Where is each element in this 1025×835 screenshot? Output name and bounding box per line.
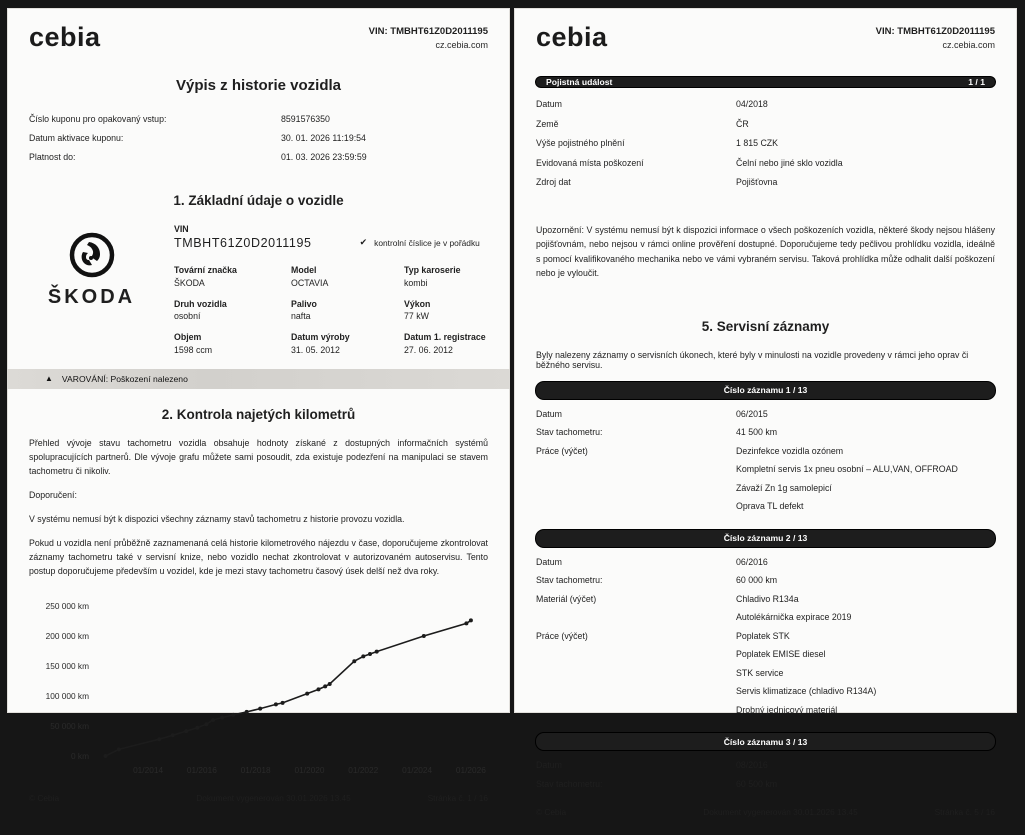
insurance-row — [536, 177, 995, 187]
field-label: Číslo kuponu pro opakovaný vstup: — [29, 114, 167, 124]
field-label: Palivo — [291, 298, 317, 309]
document-title: Výpis z historie vozidla — [175, 77, 342, 94]
paragraph: Pokud u vozidla není průběžně zaznamenaná celá historie kilometrového nájezdu v čase, doporučujeme zkontrolovat záznamy tachometru také v servisní knize, nebo vozidlo nechat zkontrolovat v autorizovaném autoservisu. Tento postup doporučujeme především u vozidel, kde je mezi stavy tachometru časový úsek delší než dva roky. — [29, 537, 488, 576]
header-site-url: cz.cebia.com — [942, 39, 995, 50]
odometer-point — [220, 716, 224, 720]
field-value: ŠKODA — [174, 277, 205, 288]
paragraph: Přehled vývoje stavu tachometru vozidla obsahuje hodnoty získané z dostupných informačních systémů spolupracujících partnerů. Dle vývoje grafu můžete sami posoudit, zda existuje podezření na manipulaci se stavem tachometru či nikoliv. — [29, 437, 488, 476]
field-values — [736, 446, 995, 520]
vehicle-field — [291, 332, 404, 355]
odometer-point — [464, 621, 468, 625]
field-value: Poplatek STK — [736, 630, 790, 641]
record-row — [536, 594, 995, 631]
field-label: Země — [536, 118, 559, 129]
field-value: 1 815 CZK — [736, 138, 779, 148]
vehicle-field — [404, 299, 488, 322]
x-axis-tick: 01/2014 — [133, 765, 164, 775]
field-value: 06/2015 — [736, 408, 768, 419]
vin-check-text: kontrolní číslice je v pořádku — [374, 237, 480, 248]
cebia-logo: cebia — [29, 22, 101, 52]
paragraph: Doporučení: — [29, 489, 77, 500]
field-value: Oprava TL defekt — [736, 501, 804, 511]
odometer-point — [117, 747, 121, 751]
field-values — [736, 409, 995, 428]
field-value: Závaží Zn 1g samolepicí — [736, 482, 832, 493]
x-axis-tick: 01/2024 — [402, 765, 433, 775]
field-value: 06/2016 — [736, 556, 768, 567]
vehicle-fields-grid — [174, 265, 488, 355]
record-header-bar — [536, 382, 995, 399]
field-value: STK service — [736, 667, 784, 678]
mileage-chart — [19, 590, 488, 793]
field-label: Stav tachometru: — [536, 575, 603, 585]
y-axis-tick: 200 000 km — [45, 631, 89, 641]
odometer-point — [317, 687, 321, 691]
field-value: kombi — [404, 277, 428, 288]
odometer-point — [171, 733, 175, 737]
record-header-bar — [536, 733, 995, 750]
record-row — [536, 779, 995, 798]
coupon-row — [29, 133, 488, 143]
field-value: 30. 01. 2026 11:19:54 — [281, 133, 366, 143]
coupon-info — [29, 114, 488, 171]
paragraph: V systému nemusí být k dispozici všechny záznamy stavů tachometru z historie provozu vozidla. — [29, 513, 405, 524]
odometer-point — [375, 650, 379, 654]
page2-footer — [536, 807, 995, 835]
field-label: Práce (výčet) — [536, 630, 588, 641]
record-header-label: Číslo záznamu 1 / 13 — [723, 385, 808, 395]
field-label: Tovární značka — [174, 265, 237, 275]
report-page-1 — [7, 8, 510, 803]
field-value: 60 500 km — [736, 778, 778, 789]
y-axis-tick: 250 000 km — [45, 601, 89, 611]
service-records — [536, 382, 995, 808]
field-label: Datum výroby — [291, 332, 350, 342]
warning-triangle-icon: ▲ — [45, 373, 53, 383]
y-axis-tick: 100 000 km — [45, 691, 89, 701]
vehicle-info-block — [29, 224, 488, 355]
record-header-label: Číslo záznamu 2 / 13 — [723, 533, 808, 543]
odometer-point — [245, 710, 249, 714]
coupon-row — [29, 114, 488, 124]
x-axis-tick: 01/2018 — [240, 765, 271, 775]
record-row — [536, 631, 995, 724]
odometer-point — [204, 722, 208, 726]
record-row — [536, 557, 995, 576]
field-label: Materiál (výčet) — [536, 593, 597, 604]
record-header-label: Číslo záznamu 3 / 13 — [723, 736, 808, 747]
odometer-point — [184, 729, 188, 733]
field-label: Výše pojistného plnění — [536, 138, 625, 148]
x-axis-tick: 01/2022 — [348, 765, 379, 775]
insurance-rows — [536, 99, 995, 197]
insurance-bar-index: 1 / 1 — [968, 77, 985, 87]
warning-text: VAROVÁNÍ: Poškození nalezeno — [61, 373, 188, 384]
field-label: Datum — [536, 556, 562, 567]
vin-check — [360, 237, 480, 250]
field-value: Dezinfekce vozidla ozónem — [736, 445, 844, 456]
vin-block — [174, 224, 312, 250]
field-value: 77 kW — [404, 311, 429, 321]
x-axis-tick: 01/2020 — [294, 765, 325, 775]
field-label: Stav tachometru: — [536, 427, 603, 437]
field-label: Datum aktivace kuponu: — [29, 133, 124, 143]
mileage-paragraphs — [29, 436, 488, 589]
field-value: osobní — [174, 311, 201, 321]
field-label: Objem — [174, 332, 202, 342]
footer-page-number: Stránka č. 1 / 16 — [427, 793, 488, 803]
odometer-line — [106, 620, 471, 756]
section1-title: 1. Základní údaje o vozidle — [173, 193, 344, 208]
insurance-row — [536, 138, 995, 148]
field-value: 41 500 km — [736, 427, 778, 437]
header-vin: VIN: TMBHT61Z0D2011195 — [875, 26, 995, 37]
field-value: 01. 03. 2026 23:59:59 — [281, 152, 367, 162]
field-value: 31. 05. 2012 — [291, 344, 340, 355]
page2-header — [536, 8, 995, 51]
field-value: 08/2016 — [736, 760, 768, 770]
skoda-emblem-icon — [69, 232, 115, 278]
field-value: OCTAVIA — [291, 277, 329, 288]
insurance-bar-title: Pojistná událost — [546, 77, 613, 87]
footer-copyright: © Cebia — [536, 807, 567, 817]
y-axis-tick: 150 000 km — [45, 661, 89, 671]
field-value: Autolékárnička expirace 2019 — [736, 612, 852, 622]
odometer-point — [274, 702, 278, 706]
field-label: Výkon — [404, 298, 431, 309]
odometer-point — [281, 701, 285, 705]
section5-title: 5. Servisní záznamy — [701, 318, 830, 334]
service-record — [536, 530, 995, 724]
field-values — [736, 594, 995, 631]
page1-header — [29, 8, 488, 51]
field-label: Datum — [536, 760, 562, 770]
odometer-point — [469, 618, 473, 622]
y-axis-tick: 0 km — [71, 751, 89, 761]
field-value: Drobný jednicový materiál — [736, 704, 838, 715]
vehicle-field — [404, 265, 488, 288]
report-page-2 — [514, 8, 1017, 817]
x-axis-tick: 01/2016 — [186, 765, 217, 775]
section2-title: 2. Kontrola najetých kilometrů — [161, 406, 356, 422]
field-values — [736, 575, 995, 594]
page1-footer — [29, 793, 488, 821]
skoda-logo — [29, 224, 154, 355]
header-vin: VIN: TMBHT61Z0D2011195 — [368, 26, 488, 37]
footer-generated: Dokument vygenerován 30.01.2026 13.45 — [196, 793, 351, 803]
service-record — [536, 382, 995, 520]
vin-row — [174, 224, 488, 250]
field-value: 04/2018 — [736, 99, 768, 109]
field-value: 1598 ccm — [174, 344, 213, 355]
record-row — [536, 575, 995, 594]
coupon-row — [29, 152, 488, 162]
page1-header-right — [369, 24, 488, 51]
field-value: ČR — [736, 118, 749, 129]
field-values — [736, 427, 995, 446]
x-axis-tick: 01/2026 — [455, 765, 486, 775]
insurance-row — [536, 99, 995, 109]
check-icon: ✔ — [359, 237, 368, 247]
footer-generated: Dokument vygenerován 30.01.2026 13.45 — [703, 807, 858, 817]
field-values — [736, 631, 995, 724]
record-row — [536, 427, 995, 446]
skoda-wordmark: ŠKODA — [47, 286, 136, 308]
service-record — [536, 733, 995, 797]
odometer-point — [305, 692, 309, 696]
field-value: Kompletní servis 1x pneu osobní – ALU,VAN, OFFROAD — [736, 464, 958, 474]
insurance-row — [536, 158, 995, 168]
field-value: Poplatek EMISE diesel — [736, 649, 826, 659]
field-label: Datum — [536, 408, 562, 419]
field-label: Stav tachometru: — [536, 778, 603, 789]
odometer-point — [368, 652, 372, 656]
vin-label: VIN — [174, 224, 189, 234]
field-label: Práce (výčet) — [536, 445, 588, 456]
field-label: Evidovaná místa poškození — [536, 157, 644, 168]
field-label: Platnost do: — [29, 152, 76, 162]
odometer-point — [328, 682, 332, 686]
field-value: Čelní nebo jiné sklo vozidla — [736, 157, 843, 168]
field-value: 27. 06. 2012 — [404, 344, 453, 355]
vehicle-field — [291, 265, 404, 288]
vehicle-field — [174, 332, 291, 355]
field-label: Typ karoserie — [404, 265, 461, 275]
damage-warning-banner — [7, 369, 510, 389]
field-values — [736, 779, 995, 798]
odometer-point — [211, 718, 215, 722]
field-values — [736, 557, 995, 576]
record-header-bar — [536, 530, 995, 547]
odometer-point — [258, 707, 262, 711]
field-value: 60 000 km — [736, 575, 778, 585]
field-value: nafta — [291, 311, 311, 321]
odometer-point — [231, 713, 235, 717]
cebia-logo: cebia — [536, 22, 608, 52]
vehicle-field — [291, 299, 404, 322]
field-value: Servis klimatizace (chladivo R134A) — [736, 686, 877, 696]
record-row — [536, 760, 995, 779]
header-site-url: cz.cebia.com — [435, 39, 488, 50]
section5-intro: Byly nalezeny záznamy o servisních úkonech, které byly v minulosti na vozidle provedeny v rámci jeho oprav či běžného servisu. — [536, 349, 969, 370]
footer-copyright: © Cebia — [29, 793, 60, 803]
record-row — [536, 409, 995, 428]
vehicle-field — [404, 332, 488, 355]
page2-header-right — [876, 24, 995, 51]
vin-value: TMBHT61Z0D2011195 — [174, 236, 312, 250]
odometer-point — [195, 726, 199, 730]
odometer-point — [157, 737, 161, 741]
field-label: Model — [291, 265, 317, 275]
odometer-point — [422, 634, 426, 638]
field-label: Datum 1. registrace — [404, 332, 486, 342]
odometer-point — [352, 659, 356, 663]
odometer-point — [104, 754, 108, 758]
footer-page-number: Stránka č. 5 / 16 — [934, 807, 995, 817]
odometer-point — [361, 654, 365, 658]
field-values — [736, 760, 995, 779]
field-value: Chladivo R134a — [736, 593, 799, 604]
insurance-row — [536, 119, 995, 129]
mileage-chart-svg — [19, 590, 505, 788]
record-row — [536, 446, 995, 520]
insurance-notice: Upozornění: V systému nemusí být k dispozici informace o všech poškozeních vozidla, některé škody nejsou hlášeny pojišťovnám, nebo nejsou v rámci online prověření dostupné. Doporučujeme tedy pečlivou prohlídku vozidla, ideálně s pomocí kvalifikovaného mechanika nebo ve vámi vybraném servisu. Taková prohlídka může odhalit další poškození nebo je vyloučit. — [536, 224, 995, 278]
vehicle-field — [174, 299, 291, 322]
field-label: Druh vozidla — [174, 298, 227, 309]
insurance-event-bar — [536, 77, 995, 87]
vehicle-field — [174, 265, 291, 288]
field-label: Zdroj dat — [536, 177, 571, 187]
field-label: Datum — [536, 99, 562, 109]
vehicle-data — [154, 224, 488, 355]
y-axis-tick: 50 000 km — [50, 721, 89, 731]
field-value: Pojišťovna — [736, 177, 778, 187]
field-value: 8591576350 — [281, 114, 330, 124]
odometer-point — [323, 684, 327, 688]
